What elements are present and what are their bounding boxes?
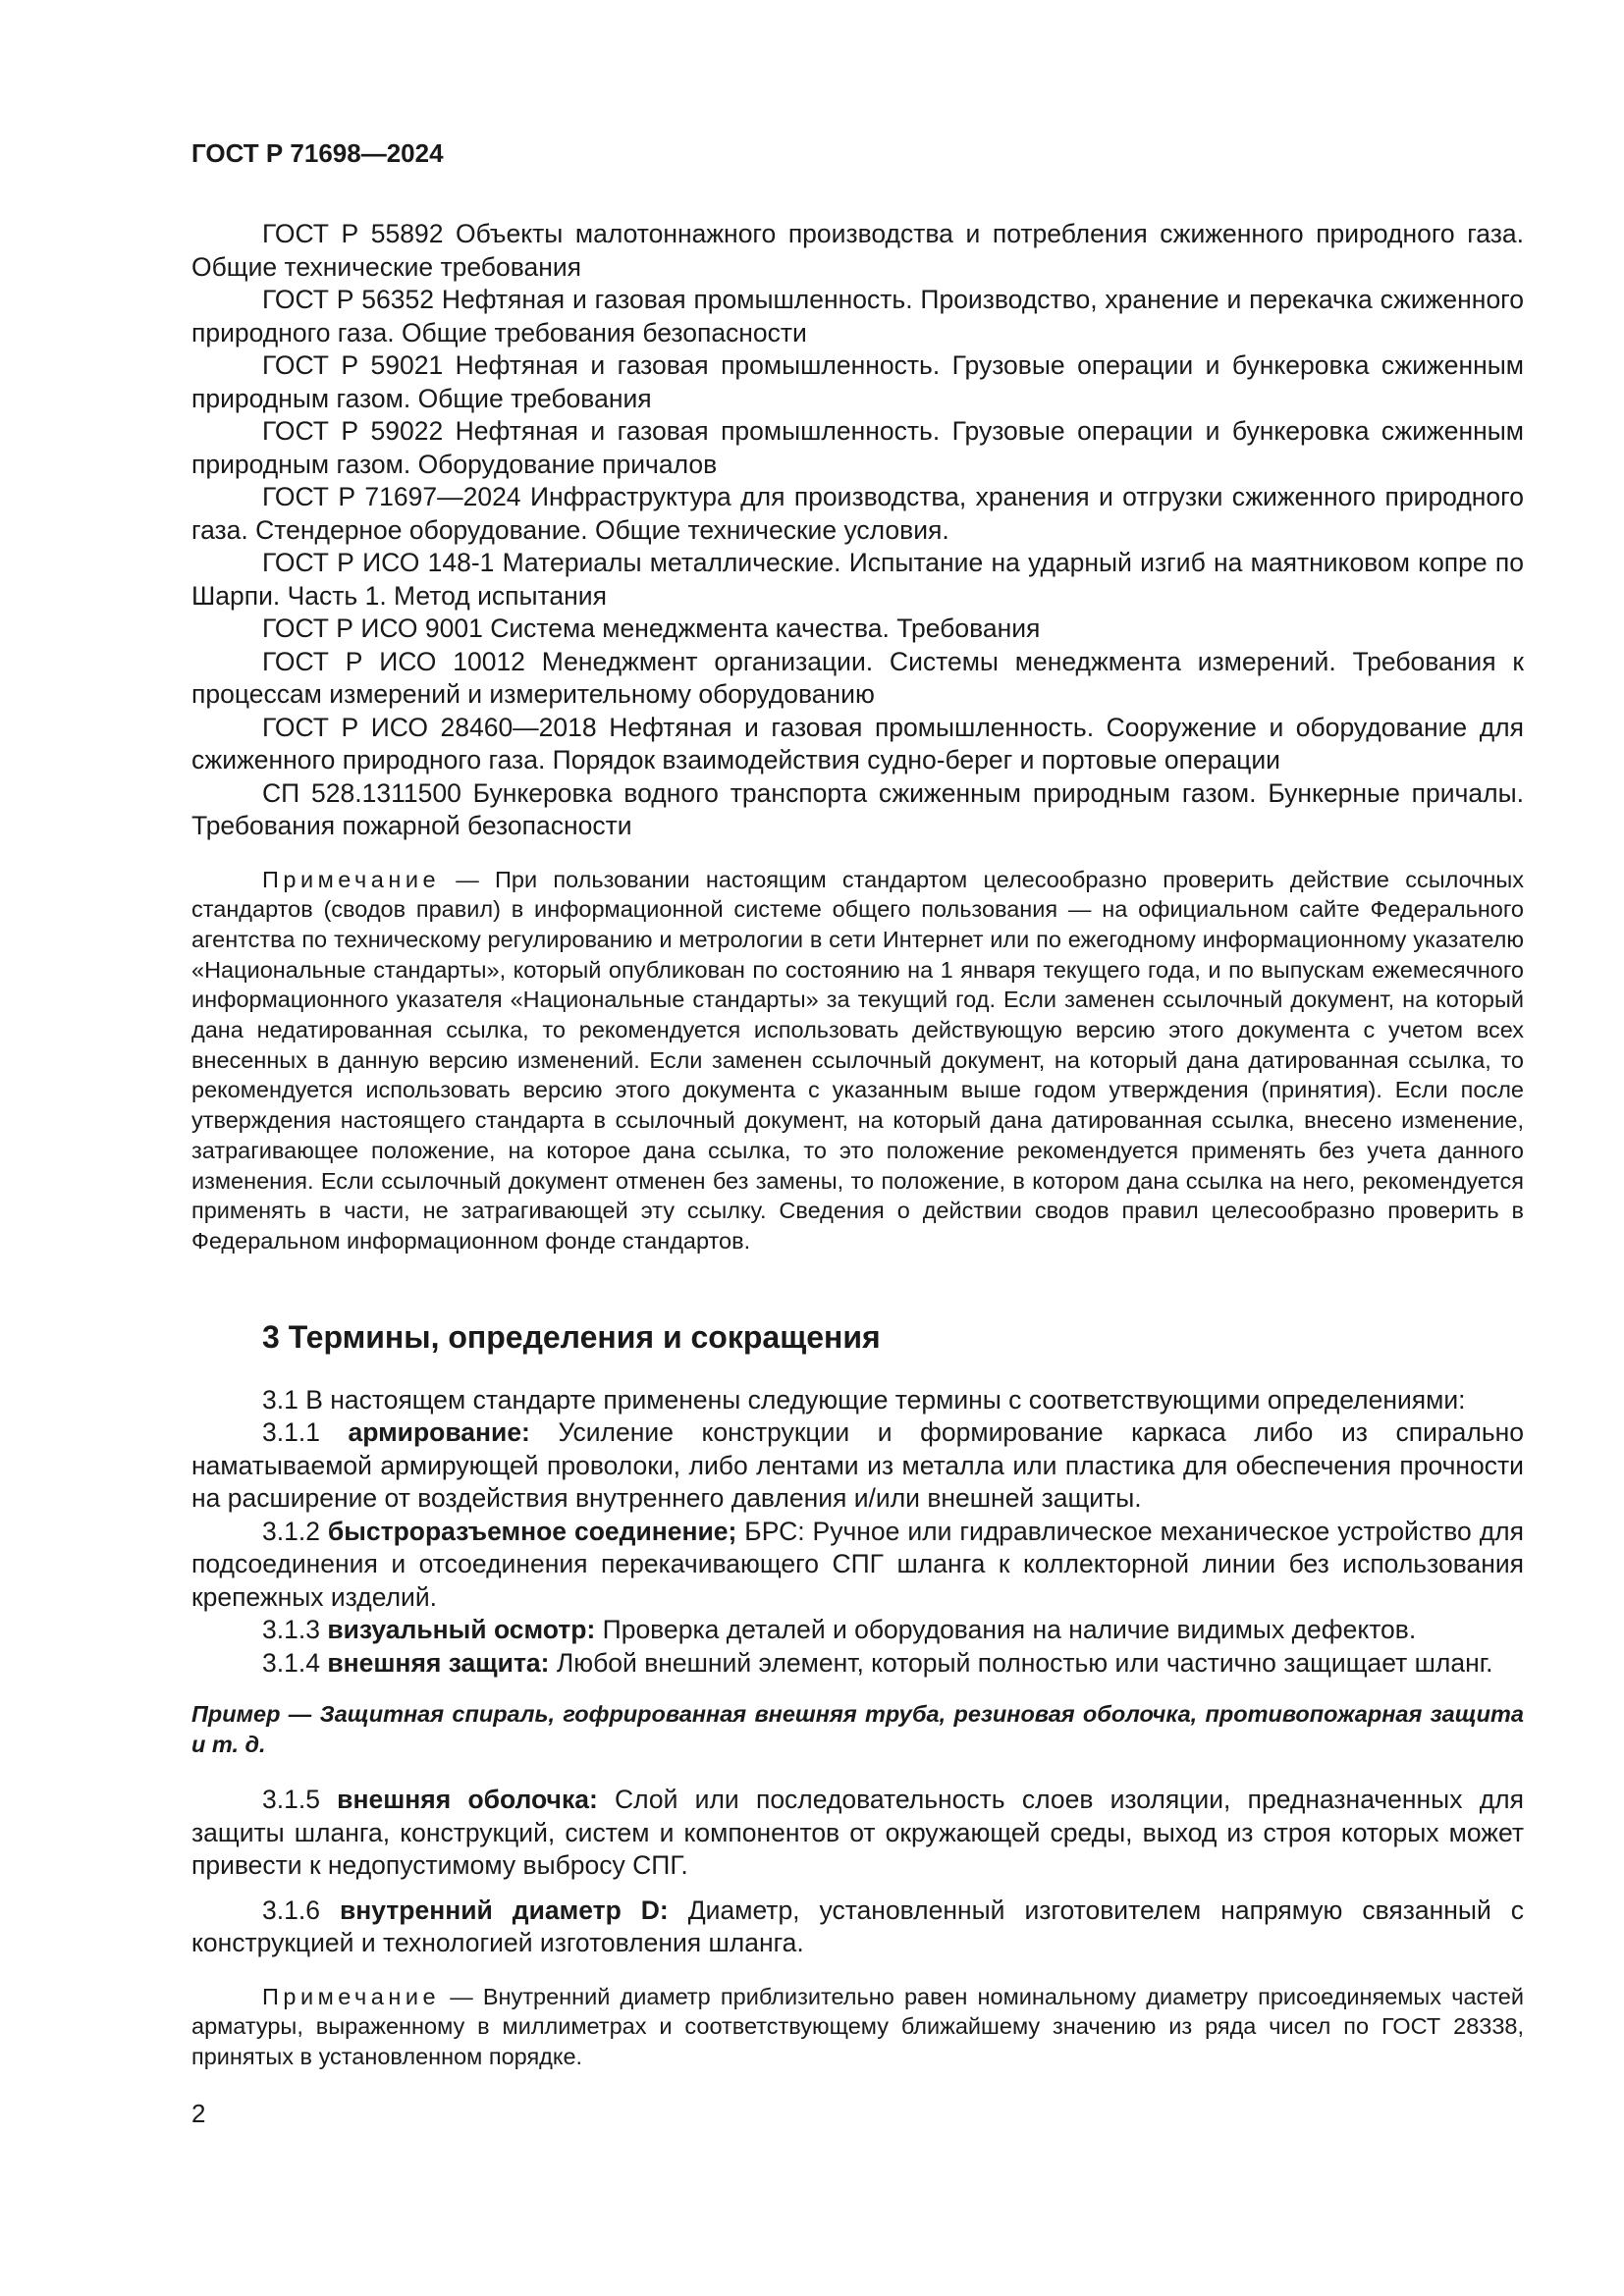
term-number: 3.1.4 (262, 1647, 328, 1678)
term-entry (191, 1784, 1524, 1883)
note-text: — При пользовании настоящим стандартом целесообразно проверить действие ссылочных стандартов (сводов правил) в информационной системе общего пользования — на официальном сайте Федерального агентства по техническому регулированию и метрологии в сети Интернет или по ежегодному информационному указателю «Национальные стандарты», который опубликован по состоянию на 1 января текущего года, и по выпускам ежемесячного информационного указателя «Национальные стандарты» за текущий год. Если заменен ссылочный документ, на который дана недатированная ссылка, то рекомендуется использовать действующую версию этого документа с учетом всех внесенных в данную версию изменений. Если заменен ссылочный документ, на который дана датированная ссылка, то рекомендуется использовать версию этого документа с указанным выше годом утверждения (принятия). Если после утверждения настоящего стандарта в ссылочный документ, на который дана датированная ссылка, внесено изменение, затрагивающее положение, на которое дана ссылка, то это положение рекомендуется применять без учета данного изменения. Если ссылочный документ отменен без замены, то положение, в котором дана ссылка на него, рекомендуется применять в части, не затрагивающей эту ссылку. Сведения о действии сводов правил целесообразно проверить в Федеральном информационном фонде стандартов. (191, 866, 1524, 1254)
term-entry (191, 1416, 1524, 1516)
term-definition: Диаметр, установленный изготовителем напрямую связанный с конструкцией и технологией изготовления шланга. (191, 1895, 1524, 1958)
term-entry (191, 1647, 1524, 1681)
reference-item: ГОСТ Р ИСО 148-1 Материалы металлические. Испытание на ударный изгиб на маятниковом копре по Шарпи. Часть 1. Метод испытания (191, 548, 1524, 611)
note-label: Примечание (262, 866, 441, 892)
term-number: 3.1.6 (262, 1895, 340, 1925)
diameter-note (191, 1982, 1524, 2072)
reference-item: ГОСТ Р 71697—2024 Инфраструктура для производства, хранения и отгрузки сжиженного природного газа. Стендерное оборудование. Общие технические условия. (191, 482, 1524, 545)
references-note (191, 865, 1524, 1256)
page-number: 2 (191, 2099, 206, 2128)
note-text: — Внутренний диаметр приблизительно равен номинальному диаметру присоединяемых частей арматуры, выраженному в миллиметрах и соответствующему ближайшему значению из ряда чисел по ГОСТ 28338, принятых в установленном порядке. (191, 1983, 1524, 2070)
term-definition: Усиление конструкции и формирование каркаса либо из спирально наматываемой армирующей проволоки, либо лентами из металла или пластика для обеспечения прочности на расширение от воздействия внутреннего давления и/или внешней защиты. (191, 1417, 1524, 1514)
reference-item: ГОСТ Р ИСО 9001 Система менеджмента качества. Требования (262, 614, 1041, 643)
reference-item: ГОСТ Р 56352 Нефтяная и газовая промышленность. Производство, хранение и перекачка сжиженного природного газа. Общие требования безопасности (191, 285, 1524, 347)
term-name: визуальный осмотр: (327, 1615, 596, 1645)
term-definition: БРС: Ручное или гидравлическое механическое устройство для подсоединения и отсоединения перекачивающего СПГ шланга к коллекторной линии без использования крепежных изделий. (191, 1516, 1524, 1612)
term-entry (191, 1895, 1524, 1960)
section-heading: 3 Термины, определения и сокращения (262, 1318, 881, 1355)
term-name: армирование: (348, 1417, 530, 1448)
term-name: внутренний диаметр D: (339, 1895, 669, 1925)
term-number: 3.1.3 (262, 1615, 328, 1645)
term-name: быстроразъемное соединение; (327, 1516, 737, 1546)
reference-item: ГОСТ Р 59021 Нефтяная и газовая промышленность. Грузовые операции и бункеровка сжиженным природным газом. Общие требования (191, 350, 1524, 413)
term-definition: Любой внешний элемент, который полностью или частично защищает шланг. (549, 1647, 1493, 1678)
note-label: Примечание (262, 1983, 441, 2009)
term-number: 3.1.1 (262, 1417, 349, 1448)
reference-item: ГОСТ Р ИСО 10012 Менеджмент организации. Системы менеджмента измерений. Требования к процессам измерений и измерительному оборудованию (191, 646, 1524, 709)
reference-item: ГОСТ Р 59022 Нефтяная и газовая промышленность. Грузовые операции и бункеровка сжиженным природным газом. Оборудование причалов (191, 416, 1524, 479)
reference-item: СП 528.1311500 Бункеровка водного транспорта сжиженным природным газом. Бункерные причалы. Требования пожарной безопасности (191, 777, 1524, 840)
term-definition: Проверка деталей и оборудования на наличие видимых дефектов. (595, 1615, 1417, 1645)
terms-section (191, 1384, 1524, 1960)
term-example: Пример — Защитная спираль, гофрированная внешняя труба, резиновая оболочка, противопожарная защита и т. д. (191, 1701, 1524, 1758)
term-number: 3.1.2 (262, 1516, 328, 1546)
document-header: ГОСТ Р 71698—2024 (191, 138, 444, 168)
term-entry (191, 1516, 1524, 1615)
reference-item: ГОСТ Р ИСО 28460—2018 Нефтяная и газовая промышленность. Сооружение и оборудование для сжиженного природного газа. Порядок взаимодействия судно-берег и портовые операции (191, 712, 1524, 774)
terms-intro: 3.1 В настоящем стандарте применены следующие термины с соответствующими определениями: (262, 1384, 1466, 1415)
normative-references-list (191, 218, 1524, 843)
document-page (191, 137, 1524, 2072)
term-definition: Слой или последовательность слоев изоляции, предназначенных для защиты шланга, конструкций, систем и компонентов от окружающей среды, выход из строя которых может привести к недопустимому выбросу СПГ. (191, 1785, 1524, 1881)
term-name: внешняя оболочка: (337, 1785, 598, 1815)
term-name: внешняя защита: (327, 1647, 550, 1678)
term-entry (191, 1614, 1524, 1647)
reference-item: ГОСТ Р 55892 Объекты малотоннажного производства и потребления сжиженного природного газа. Общие технические требования (191, 219, 1524, 282)
term-number: 3.1.5 (262, 1785, 338, 1815)
